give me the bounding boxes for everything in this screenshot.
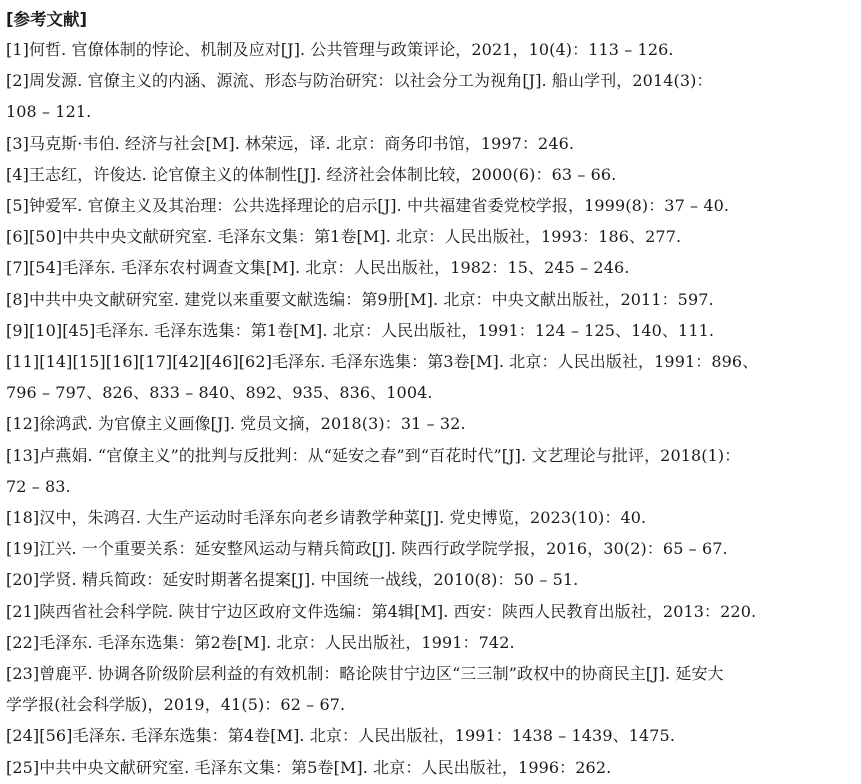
reference-entry	[6, 502, 855, 533]
reference-line: [2]周发源. 官僚主义的内涵、源流、形态与防治研究：以社会分工为视角[J]. 船山学刊，2014(3)：	[6, 71, 713, 91]
reference-list	[6, 34, 855, 783]
reference-entry	[6, 221, 855, 252]
reference-entry	[6, 440, 855, 502]
reference-line: [4]王志红，许俊达. 论官僚主义的体制性[J]. 经济社会体制比较，2000(6)：63 – 66.	[6, 164, 617, 184]
reference-line: [6][50]中共中央文献研究室. 毛泽东文集：第1卷[M]. 北京：人民出版社，1993：186、277.	[6, 227, 682, 247]
reference-line: [1]何哲. 官僚体制的悖论、机制及应对[J]. 公共管理与政策评论，2021，10(4)：113 – 126.	[6, 40, 674, 59]
reference-line: 796 – 797、826、833 – 840、892、935、836、1004.	[6, 383, 433, 403]
reference-line: 学学报(社会科学版)，2019，41(5)：62 – 67.	[6, 695, 346, 715]
reference-entry	[6, 596, 855, 627]
reference-line: [22]毛泽东. 毛泽东选集：第2卷[M]. 北京：人民出版社，1991：742.	[6, 632, 515, 652]
reference-line: [7][54]毛泽东. 毛泽东农村调查文集[M]. 北京：人民出版社，1982：15、245 – 246.	[6, 258, 630, 278]
reference-line: [24][56]毛泽东. 毛泽东选集：第4卷[M]. 北京：人民出版社，1991：1438 – 1439、1475.	[6, 726, 676, 746]
reference-entry	[6, 408, 855, 439]
reference-line: [8]中共中央文献研究室. 建党以来重要文献选编：第9册[M]. 北京：中央文献出版社，2011：597.	[6, 289, 714, 309]
reference-entry	[6, 159, 855, 190]
reference-entry	[6, 346, 855, 408]
reference-entry	[6, 128, 855, 159]
reference-entry	[6, 315, 855, 346]
reference-line: [12]徐鸿武. 为官僚主义画像[J]. 党员文摘，2018(3)：31 – 32.	[6, 414, 466, 434]
reference-line: [21]陕西省社会科学院. 陕甘宁边区政府文件选编：第4辑[M]. 西安：陕西人民教育出版社，2013：220.	[6, 601, 757, 621]
reference-entry	[6, 752, 855, 783]
reference-line: [11][14][15][16][17][42][46][62]毛泽东. 毛泽东选集：第3卷[M]. 北京：人民出版社，1991：896、	[6, 352, 759, 372]
reference-entry	[6, 190, 855, 221]
reference-entry	[6, 658, 855, 720]
reference-line: [23]曾鹿平. 协调各阶级阶层利益的有效机制：略论陕甘宁边区“三三制”政权中的协商民主[J]. 延安大	[6, 664, 724, 684]
reference-line: [13]卢燕娟. “官僚主义”的批判与反批判：从“延安之春”到“百花时代”[J]. 文艺理论与批评，2018(1)：	[6, 445, 741, 465]
reference-line: 108 – 121.	[6, 102, 92, 122]
reference-line: [18]汉中，朱鸿召. 大生产运动时毛泽东向老乡请教学种菜[J]. 党史博览，2023(10)：40.	[6, 508, 647, 528]
section-title: [参考文献]	[6, 10, 88, 29]
reference-line: [9][10][45]毛泽东. 毛泽东选集：第1卷[M]. 北京：人民出版社，1991：124 – 125、140、111.	[6, 320, 715, 340]
reference-entry	[6, 34, 855, 65]
reference-line: 72 – 83.	[6, 476, 71, 496]
reference-entry	[6, 284, 855, 315]
reference-entry	[6, 65, 855, 127]
reference-entry	[6, 252, 855, 283]
reference-entry	[6, 627, 855, 658]
reference-entry	[6, 564, 855, 595]
reference-line: [25]中共中央文献研究室. 毛泽东文集：第5卷[M]. 北京：人民出版社，1996：262.	[6, 757, 612, 777]
reference-line: [20]学贤. 精兵简政：延安时期著名提案[J]. 中国统一战线，2010(8)：50 – 51.	[6, 570, 579, 590]
reference-line: [19]江兴. 一个重要关系：延安整风运动与精兵简政[J]. 陕西行政学院学报，2016，30(2)：65 – 67.	[6, 539, 728, 559]
reference-line: [3]马克斯·韦伯. 经济与社会[M]. 林荣远，译. 北京：商务印书馆，1997：246.	[6, 133, 575, 153]
reference-entry	[6, 533, 855, 564]
reference-line: [5]钟爱军. 官僚主义及其治理：公共选择理论的启示[J]. 中共福建省委党校学报，1999(8)：37 – 40.	[6, 196, 730, 216]
reference-entry	[6, 720, 855, 751]
